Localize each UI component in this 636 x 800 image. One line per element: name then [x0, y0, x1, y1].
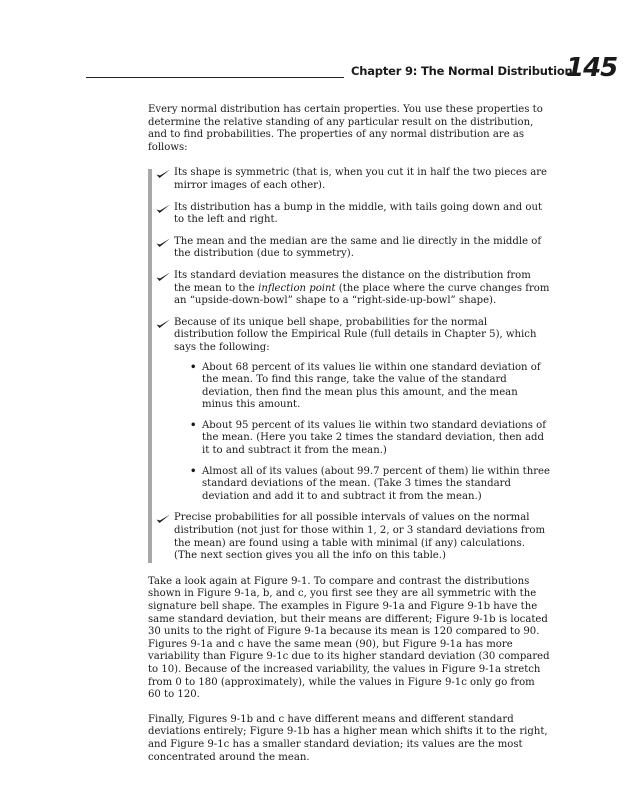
page-body — [148, 104, 550, 776]
sub-item-text: About 95 percent of its values lie within two standard deviations of the mean. (Here you take 2 times the standard deviation, then add it to and subtract it from the mean.) — [202, 419, 546, 457]
check-icon — [156, 318, 171, 329]
list-item — [156, 202, 550, 227]
bullet: • — [190, 465, 197, 477]
page-number: 145 — [566, 53, 618, 83]
chapter-title: Chapter 9: The Normal Distribution — [351, 64, 573, 78]
list-item-text: Its shape is symmetric (that is, when you cut it in half the two pieces are mirror images of each other). — [174, 167, 548, 191]
list-item-text: Because of its unique bell shape, probabilities for the normal distribution follow the Empirical Rule (full details in Chapter 5), which says the following: — [174, 316, 537, 353]
list-item — [156, 270, 550, 308]
bullet: • — [190, 419, 197, 431]
body-paragraph: Take a look again at Figure 9-1. To compare and contrast the distributions shown in Figure 9-1a, b, and c, you first see they are all symmetric with the signature bell shape. The examples in Figure 9-1a and Figure 9-1b have the same standard deviation, but their means are different; Figure 9-1b is located 30 units to the right of Figure 9-1a because its mean is 120 compared to 90. Figures 9-1a and c have the same mean (90), but Figure 9-1a has more variability than Figure 9-1c due to its higher standard deviation (30 compared to 10). Because of the increased variability, the values in Figure 9-1a stretch from 0 to 180 (approximately), while the values in Figure 9-1c only go from 60 to 120. — [148, 575, 550, 701]
sub-list-item — [188, 362, 550, 412]
check-icon — [156, 203, 171, 214]
list-item-text: Precise probabilities for all possible intervals of values on the normal distribution (not just for those within 1, 2, or 3 standard deviations from the mean) are found using a table with minimal (if any) calculations. (The next section gives you all the info on this table.) — [174, 512, 546, 562]
header-rule — [86, 77, 344, 78]
intro-paragraph: Every normal distribution has certain properties. You use these properties to determine the relative standing of any particular result on the distribution, and to find probabilities. The properties of any normal distribution are as follows: — [148, 104, 543, 153]
sub-item-text: About 68 percent of its values lie within one standard deviation of the mean. To find this range, take the value of the standard deviation, then find the mean plus this amount, and the mean minus this amount. — [202, 361, 541, 411]
check-icon — [156, 237, 171, 248]
sub-item-text: Almost all of its values (about 99.7 percent of them) lie within three standard deviations of the mean. (Take 3 times the standard deviation and add it to and subtract it from the mean.) — [202, 465, 550, 502]
list-item-text: Its standard deviation measures the distance on the distribution from the mean to the — [174, 269, 531, 294]
check-icon — [156, 168, 171, 179]
list-item — [156, 167, 550, 192]
body-paragraph: Finally, Figures 9-1b and c have different means and different standard deviations entirely; Figure 9-1b has a higher mean which shifts it to the right, and Figure 9-1c has a smaller standard deviation; its values are the most concentrated around the mean. — [148, 713, 548, 763]
properties-list — [148, 167, 550, 562]
inflection-point-term: inflection point — [258, 282, 336, 294]
bullet: • — [190, 361, 197, 373]
list-item — [156, 512, 550, 562]
list-item-text: (the place where the curve changes from an “upside-down-bowl” shape to a “right-side-up-bowl” shape). — [174, 282, 550, 307]
list-item-text: Its distribution has a bump in the middle, with tails going down and out to the left and right. — [174, 201, 542, 226]
sidebar-bar — [148, 169, 152, 562]
list-item — [156, 317, 550, 504]
list-item — [156, 236, 550, 261]
sub-list-item — [188, 466, 550, 504]
check-icon — [156, 271, 171, 282]
list-item-text: The mean and the median are the same and lie directly in the middle of the distribution (due to symmetry). — [174, 235, 542, 260]
sub-list-item — [188, 420, 550, 458]
check-icon — [156, 513, 171, 524]
